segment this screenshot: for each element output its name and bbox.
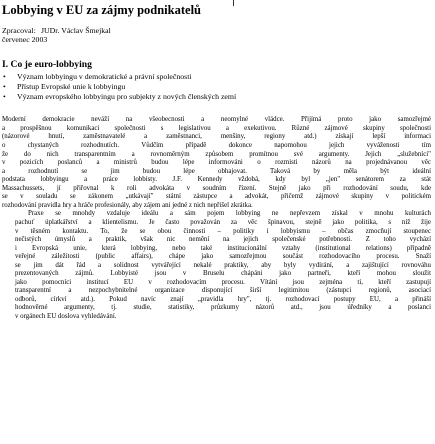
paragraph-line: podstata lobbyingu a práce lobbisty. J.F. Kennedy vždobá, kdy byl „jen" senátorem za stát (2, 176, 431, 184)
paragraph-line: transparentní a nezpochybnitelné organizace disponující širší legitimitou (zástupci regionů, asociací (15, 287, 431, 295)
paragraph-line: se jim dát řád a solidnost vytvářející nekalé praktiky, aby byly vydírání, a zajištující rovnováhu (15, 261, 431, 269)
bullet-item (2, 82, 431, 92)
bullet-text: Přístup Evropské unie k lobbyingu (17, 81, 126, 91)
paragraph-line: v těsném kontaktu. To, že se obou činnosti – politiky i lobbyismu – občas zmocňují stoupenec (15, 227, 431, 235)
paragraph-line: veřejné záležitosti (public affairs), chápe jako samozřejmou součást rozhodovacího procesu. Snaží (15, 253, 431, 261)
bullet-icon: • (3, 91, 6, 101)
paragraph-1 (2, 116, 431, 210)
paragraph-line: v orgánech EU doslova vyhledávání. (15, 312, 117, 320)
paragraph-line: o chystaných rozhodnutích. Vůdčím případě dokonce napomohou jejich vyváženosti tím (2, 142, 431, 150)
author-row (2, 26, 431, 35)
paragraph-line: jako pomocníci institucí EU v rozhodovacím procesu. Vítání jsou zejména ti, kteří zastupují (15, 278, 431, 286)
paragraph-line: hodnověrné argumenty, tj. studie, statistiky, průzkumy názorů atd., jsou úředníky a poslanci (15, 304, 431, 312)
paragraph-line: pachuť úplatkářství a klientelismu. Je často považován za věc špinavou, stejně jako politika, s níž žije (15, 218, 431, 226)
bullet-item (2, 92, 431, 102)
paragraph-line: odborů, církví atd.). Pokud navíc znají „pravidla hry", tj. rozhodovací postupy EU, a přináší (15, 295, 431, 303)
paragraph-line: že do nich transparentním a rovnoměrným způsobem promítnou své argumenty. Jejich „služebníci" (2, 150, 431, 158)
bullet-icon: • (3, 81, 6, 91)
bullet-icon: • (3, 72, 6, 81)
paragraph-line: Moderní demokracie neváží na všeobecnosti a neomylné vládce. Přijímá proto jako samozřejmé (2, 116, 431, 124)
paragraph-line: (názorové hnutí, zaměstnavatelé a zaměstnanci, menšiny, regiony atd.) získají lepší informaci (2, 133, 431, 141)
document-meta (2, 26, 431, 44)
paragraph-line: se v souladu se zákonem „utkávají" státní zástupce a advokát, přičemž zájmové skupiny v politickém (2, 193, 431, 201)
bullet-item (2, 72, 431, 82)
document-page (2, 3, 431, 322)
paragraph-line: a prospěšnou komunikaci společnosti s legislativou a exekutivou. Různé zájmové skupiny společnosti (2, 124, 431, 132)
paragraph-line: Massachussets, jí přiřovnal k roli advokáta v soudním řízení. Stejně jako při rozhodování soudu, kde (2, 184, 431, 192)
paragraph-2 (2, 210, 431, 321)
document-date: červenec 2003 (2, 35, 48, 44)
paragraph-line: i Evropská unie, která lobbying, nebo také institucionální vztahy (institutional relations) případně (15, 244, 431, 252)
date-row (2, 35, 431, 44)
author-label: Zpracoval: (2, 26, 36, 35)
paragraph-line: rozhodování pravidla hry a hráče profesionály, aby zájem ani jedné z nich nepřišel zkrátka. (2, 201, 253, 209)
author-name: JUDr. Václav Šmejkal (41, 26, 111, 35)
bullet-text: Význam lobbyingu v demokratické a právní společnosti (17, 72, 192, 81)
document-title: Lobbying v EU za zájmy podnikatelů (2, 3, 201, 17)
paragraph-line: a rozhodnutí se jim budou lépe obhajovat. Taková by měla být ideální (2, 167, 431, 175)
paragraph-line: prezentovaných zájmů. Lobbyisté jsou v Bruselu chápáni jako partneři, kteří mohou sloužit (15, 270, 431, 278)
paragraph-line: nečistých úmyslů a praktik, však nic nemění na jejich společenské potřebnosti. Z toho vychází (15, 236, 431, 244)
bullet-text: Význam evropského lobbyingu pro subjekty z nových členských zemí (17, 91, 237, 101)
paragraph-line: Praxe se mnohdy vzdaluje ideálu a sám pojem lobbying ne nepřevzem získal v mnohu kulturách (28, 210, 431, 218)
paragraph-line: v pozicích poslanců a ministrů budou lépe informováni o rozmisti názorů na projednávanou věc (2, 159, 431, 167)
bullet-list (2, 72, 431, 101)
section-heading: I. Co je euro-lobbying (2, 59, 92, 70)
